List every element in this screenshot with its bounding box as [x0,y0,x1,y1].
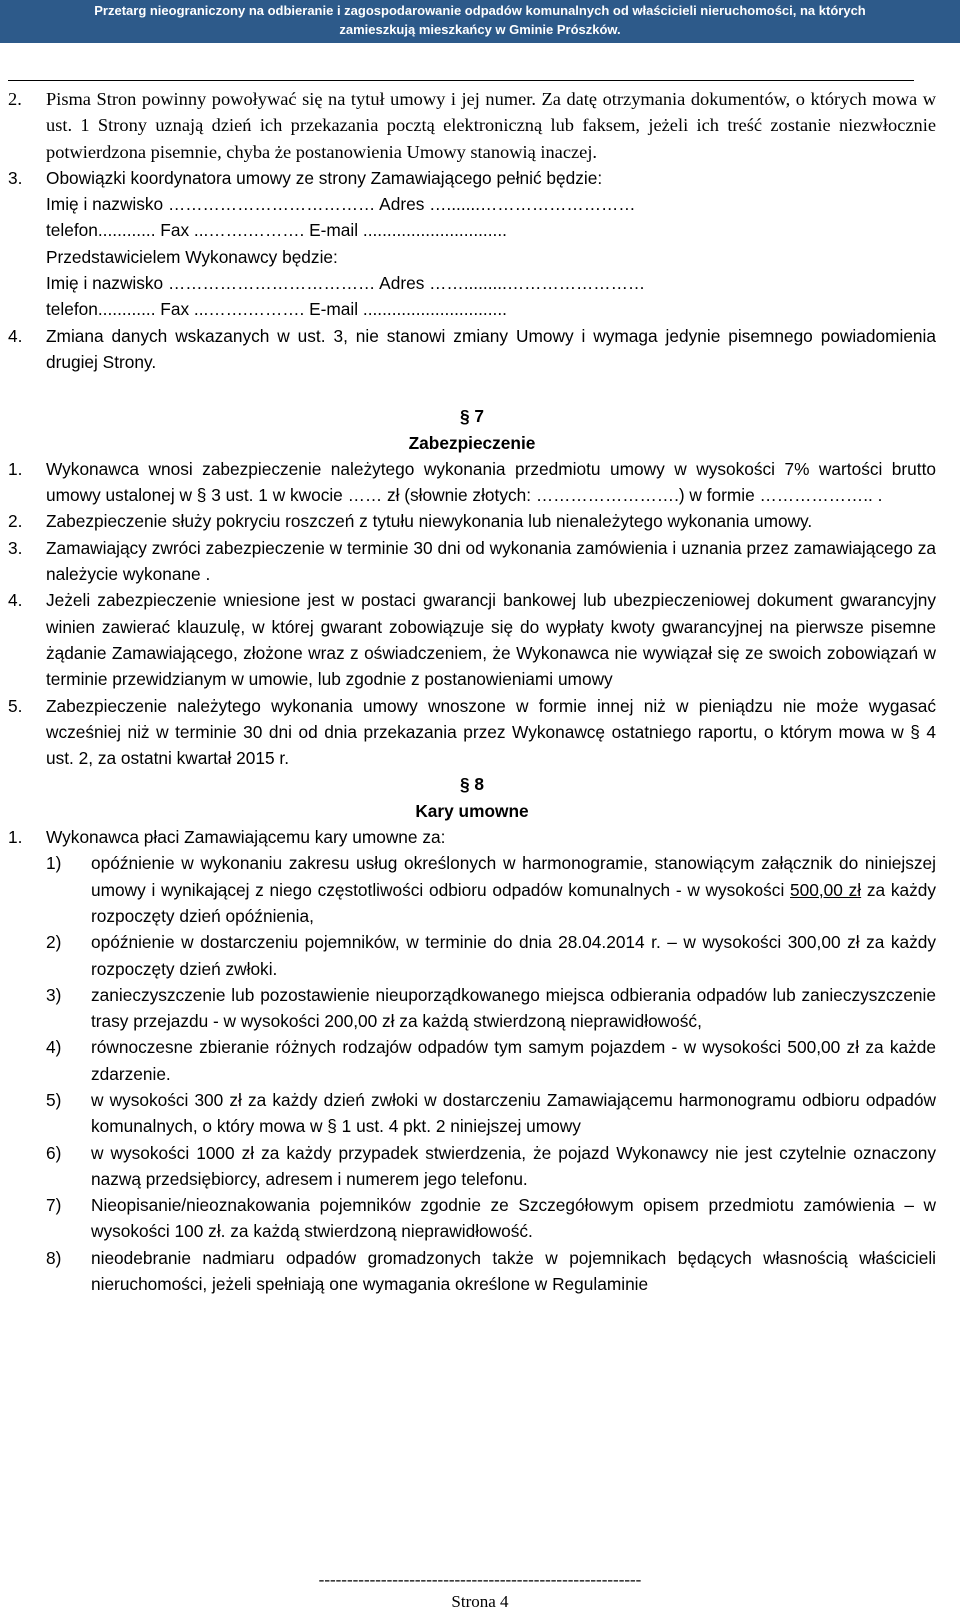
paragraph-2 [8,86,936,165]
document-body [8,86,936,1297]
penalty-text: nieodebranie nadmiaru odpadów gromadzonych także w pojemnikach będących własnością właścicieli nieruchomości, jeżeli spełniają one wymagania określone w Regulaminie [91,1247,936,1295]
coordinator-name-line: Imię i nazwisko ……………………………… Adres ….......……………………… [46,194,636,215]
penalty-number: 8) [46,1247,62,1268]
penalty-text-end: za każdy rozpoczęty dzień opóźnienia, [91,879,937,926]
contractor-heading: Przedstawicielem Wykonawcy będzie: [46,246,338,267]
paragraph-number: 2. [8,89,22,109]
item-text: Wykonawca wnosi zabezpieczenie należytego wykonania przedmiotu umowy w wysokości 7% wartości brutto umowy ustalonej w § 3 ust. 1 w kwocie …… zł (słownie złotych: …………………….) w formie ……………….. . [46,458,936,506]
section-8-number: § 8 [459,774,485,795]
contractor-name-line: Imię i nazwisko ……………………………… Adres …….........…………………… [46,273,646,294]
penalty-number: 6) [46,1142,62,1163]
penalty-text: Nieopisanie/nieoznakowania pojemników zgodnie ze Szczegółowym opisem przedmiotu zamówienia – w wysokości 100 zł. za każdą stwierdzoną nieprawidłowość. [91,1195,936,1242]
item-number: 4. [8,590,23,611]
penalty-text: w wysokości 300 zł za każdy dzień zwłoki w dostarczeniu Zamawiającemu harmonogramu odbioru odpadów komunalnych, o który mowa w § 1 ust. 4 pkt. 2 niniejszej umowy [91,1089,936,1137]
penalty-item-4 [8,1034,936,1087]
section-8-title: Kary umowne [415,800,529,821]
penalty-item-8 [8,1245,936,1298]
contractor-contact-line: telefon............ Fax ...…….………. E-mail .............................. [46,299,507,320]
paragraph-number: 3. [8,167,23,188]
penalty-text: opóźnienie w wykonaniu zakresu usług określonych w harmonogramie, stanowiącym załącznik do niniejszej umowy i wynikającej z niego częstotliwości odbioru odpadów komunalnych - w wysokości [91,853,936,900]
item-text: Wykonawca płaci Zamawiającemu kary umowne za: [46,827,446,848]
paragraph-text: Pisma Stron powinny powoływać się na tytuł umowy i jej numer. Za datę otrzymania dokumentów, o których mowa w ust. 1 Strony uznają dzień ich przekazania pocztą elektroniczną lub faksem, jeżeli ich treść zostanie niezwłocznie potwierdzona pisemnie, chyba że postanowienia Umowy stanowią inaczej. [46,89,936,162]
item-number: 3. [8,537,23,558]
penalty-item-5 [8,1087,936,1140]
penalty-text: w wysokości 1000 zł za każdy przypadek stwierdzenia, że pojazd Wykonawcy nie jest czytelnie oznaczony nazwą przedsiębiorcy, adresem i numerem jego telefonu. [91,1142,936,1189]
item-text: Zamawiający zwróci zabezpieczenie w terminie 30 dni od wykonania zamówienia i uznania przez zamawiającego za należycie wykonane . [46,537,936,585]
paragraph-text: Zmiana danych wskazanych w ust. 3, nie stanowi zmiany Umowy i wymaga jedynie pisemnego powiadomienia drugiej Strony. [46,325,936,372]
penalty-number: 4) [46,1037,62,1058]
paragraph-3 [8,165,936,323]
coordinator-contact-line: telefon............ Fax ...…….………. E-mail .............................. [46,220,507,241]
section-7-item-2 [8,508,936,534]
coordinator-heading: Obowiązki koordynatora umowy ze strony Zamawiającego pełnić będzie: [46,167,603,188]
header-divider [8,80,914,81]
penalty-number: 3) [46,984,62,1005]
penalty-item-2 [8,929,936,982]
header-line-1: Przetarg nieograniczony na odbieranie i zagospodarowanie odpadów komunalnych od właścicieli nieruchomości, na których [94,3,866,18]
item-number: 1. [8,827,23,848]
penalty-item-3 [8,982,936,1035]
penalty-number: 2) [46,932,62,953]
penalty-text: opóźnienie w dostarczeniu pojemników, w terminie do dnia 28.04.2014 r. – w wysokości 300,00 zł za każdy rozpoczęty dzień zwłoki. [91,932,936,979]
penalty-item-7 [8,1192,936,1245]
section-7-item-1 [8,456,936,509]
header-line-2: zamieszkują mieszkańcy w Gminie Prószków. [339,22,621,37]
section-8-intro [8,824,936,850]
footer-rule: --------------------------------------------------------- [318,1570,642,1589]
item-number: 1. [8,458,23,479]
page-number: Strona 4 [451,1592,509,1611]
item-number: 5. [8,695,23,716]
penalty-text: równoczesne zbieranie różnych rodzajów odpadów tym samym pojazdem - w wysokości 500,00 zł za każde zdarzenie. [91,1037,936,1084]
penalty-item-6 [8,1140,936,1193]
item-text: Zabezpieczenie należytego wykonania umowy wnoszone w formie innej niż w pieniądzu nie może wygasać wcześniej niż w terminie 30 dni od dnia przekazania przez Wykonawcę ostatniego raportu, o którym mowa w § 4 ust. 2, za ostatni kwartał 2015 r. [46,695,936,769]
item-text: Jeżeli zabezpieczenie wniesione jest w postaci gwarancji bankowej lub ubezpieczeniowej dokument gwarancyjny winien zawierać klauzulę, w której gwarant zobowiązuje się do wypłaty kwoty gwarancyjnej na pierwsze pisemne żądanie Zamawiającego, złożone wraz z oświadczeniem, że Wykonawca nie wywiązał się ze swoich zobowiązań w terminie przewidzianym w umowie, lub zgodnie z postanowieniami umowy [46,590,936,690]
item-number: 2. [8,511,23,532]
penalty-item-1 [8,850,936,929]
penalty-number: 7) [46,1195,62,1216]
section-7-item-3 [8,535,936,588]
penalty-number: 5) [46,1089,62,1110]
section-7-number: § 7 [459,406,485,427]
penalty-number: 1) [46,853,62,874]
section-7-item-4 [8,587,936,692]
section-7-title: Zabezpieczenie [408,432,536,453]
item-text: Zabezpieczenie służy pokryciu roszczeń z tytułu niewykonania lub nienależytego wykonania umowy. [46,511,813,532]
paragraph-4 [8,323,936,376]
section-7-item-5 [8,693,936,772]
page-header [0,0,960,43]
paragraph-number: 4. [8,325,23,346]
penalty-amount: 500,00 zł [790,879,862,900]
penalty-text: zanieczyszczenie lub pozostawienie nieuporządkowanego miejsca odbierania odpadów lub zanieczyszczenie trasy przejazdu - w wysokości 200,00 zł za każdą stwierdzoną nieprawidłowość, [91,984,936,1032]
